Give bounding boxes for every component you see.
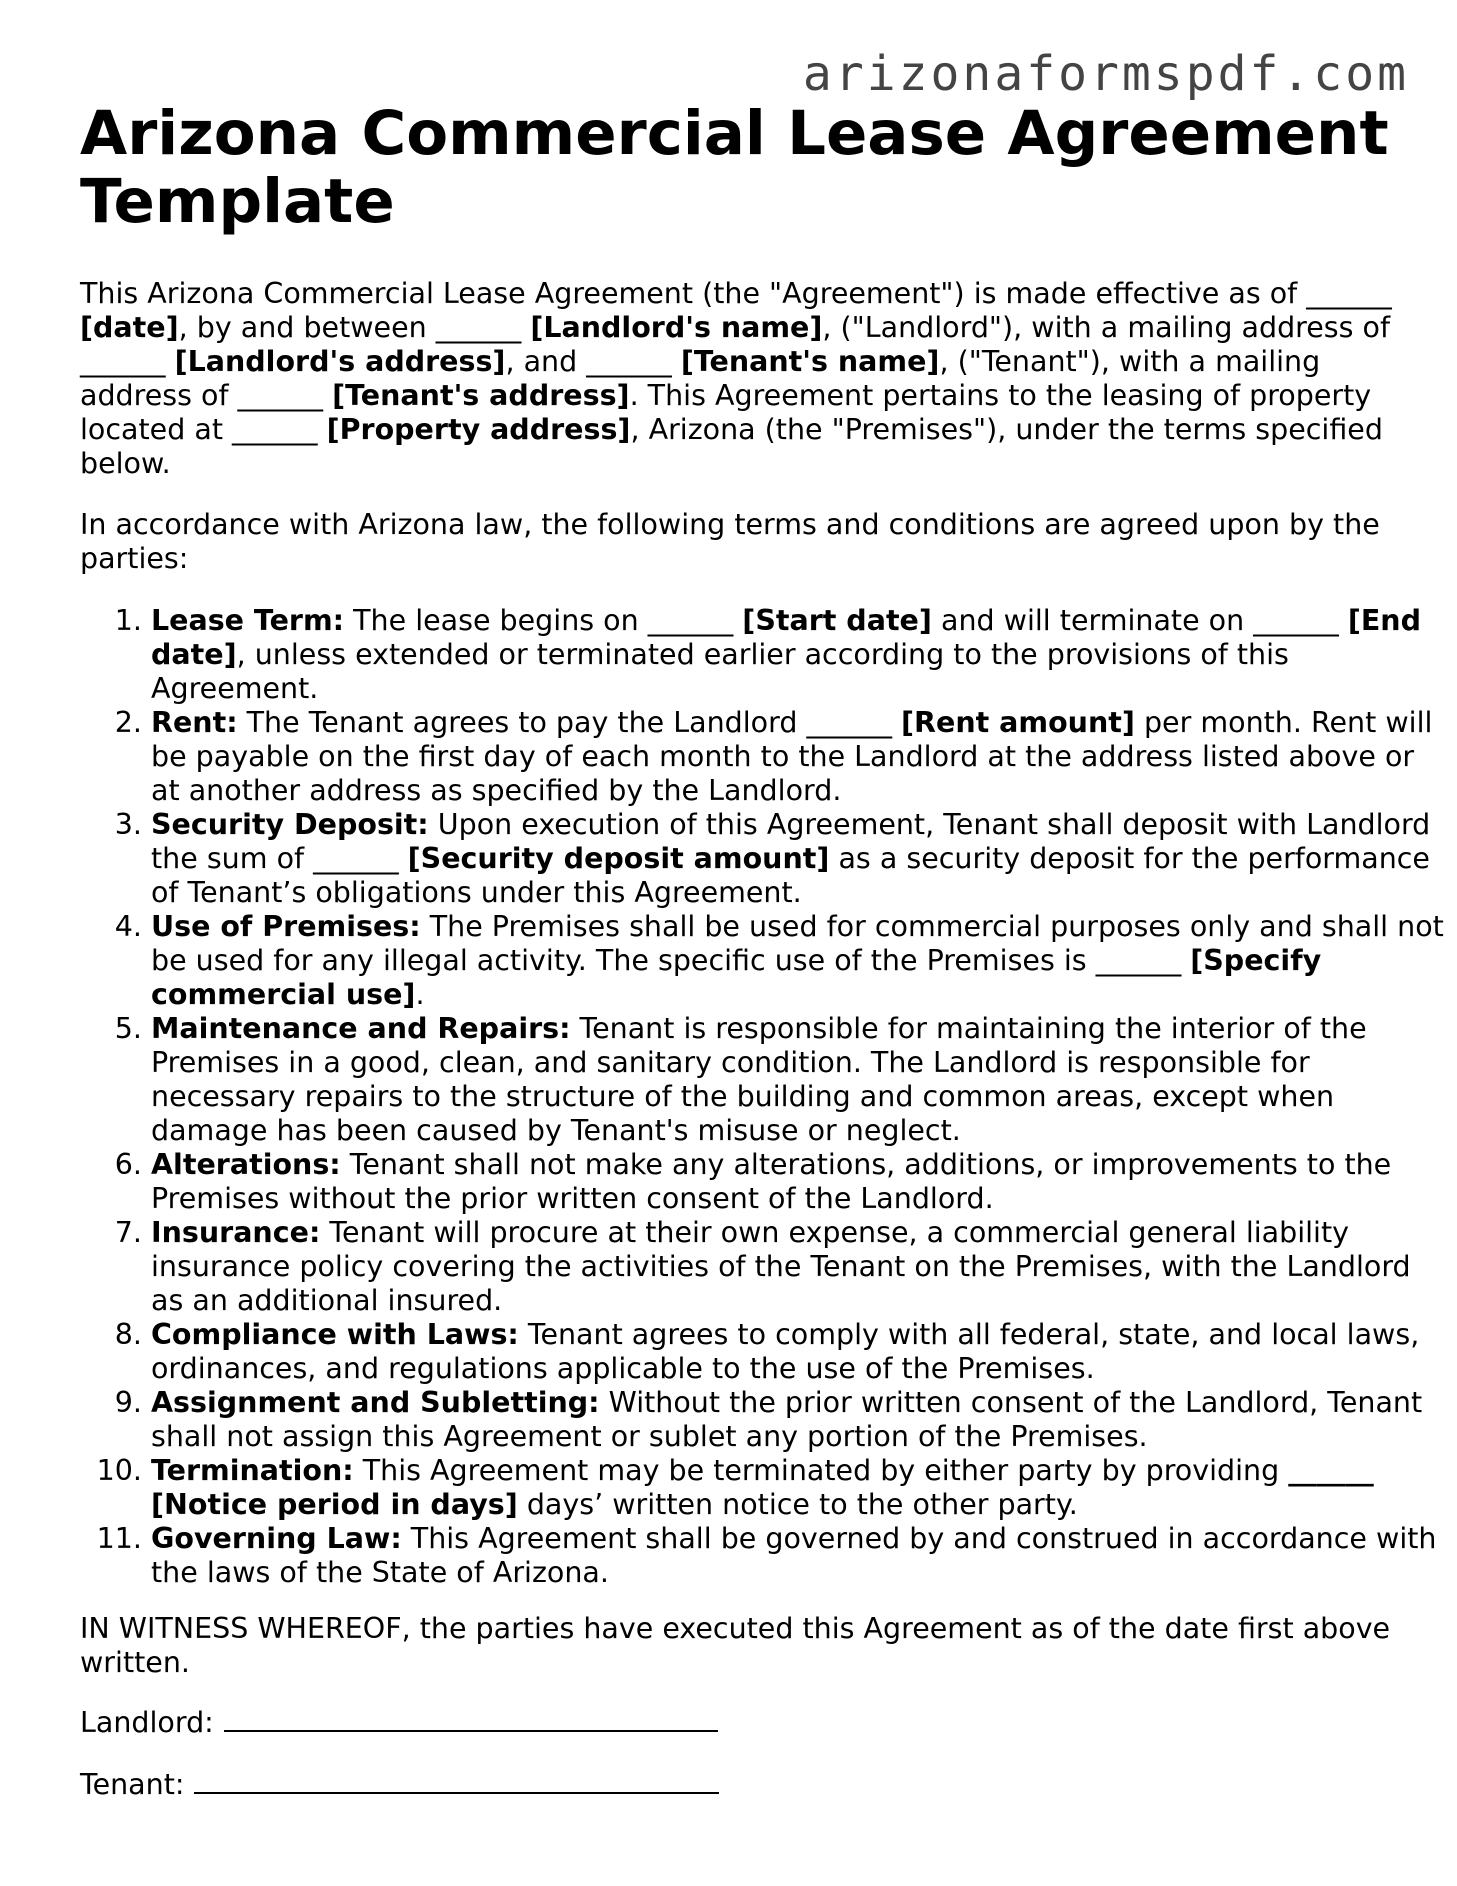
end-date-field: [End date] xyxy=(151,604,1421,671)
term-item-maintenance xyxy=(151,1012,1451,1148)
term-item-rent xyxy=(151,706,1451,808)
witness-paragraph: IN WITNESS WHEREOF, the parties have executed this Agreement as of the date first above written. xyxy=(80,1612,1391,1679)
term-heading: Lease Term: xyxy=(151,604,345,637)
property-address-field: [Property address] xyxy=(326,413,631,446)
page-title: Arizona Commercial Lease Agreement Template xyxy=(80,98,1389,237)
term-item-insurance xyxy=(151,1216,1451,1318)
tenant-signature-row xyxy=(80,1766,719,1802)
intro-paragraph xyxy=(80,277,1400,481)
landlord-address-field: [Landlord's address] xyxy=(174,345,506,378)
term-text: as a security deposit for the performance of Tenant’s obligations under this Agreement. xyxy=(151,842,1430,909)
term-text: , unless extended or terminated earlier according to the provisions of this Agreement. xyxy=(151,638,1289,705)
intro-text: , ("Tenant"), with a mailing address of ______ xyxy=(80,345,1321,412)
term-heading: Use of Premises: xyxy=(151,910,421,943)
landlord-name-field: [Landlord's name] xyxy=(530,311,823,344)
term-text: The Tenant agrees to pay the Landlord ______ xyxy=(237,706,902,739)
landlord-signature-label: Landlord: xyxy=(80,1706,214,1739)
date-field: [date] xyxy=(80,311,179,344)
term-item-use-of-premises xyxy=(151,910,1451,1012)
tenant-signature-label: Tenant: xyxy=(80,1768,185,1801)
watermark: arizonaformspdf.com xyxy=(802,46,1409,102)
term-heading: Compliance with Laws: xyxy=(151,1318,519,1351)
term-text: Tenant will procure at their own expense, a commercial general liability insurance policy covering the activities of the Tenant on the Premises, with the Landlord as an additional insured. xyxy=(151,1216,1411,1317)
term-item-alterations xyxy=(151,1148,1451,1216)
intro-text: , and ______ xyxy=(505,345,681,378)
term-heading: Alterations: xyxy=(151,1148,341,1181)
intro-text: , Arizona (the "Premises"), under the terms specified below. xyxy=(80,413,1383,480)
term-heading: Termination: xyxy=(151,1454,354,1487)
term-heading: Assignment and Subletting: xyxy=(151,1386,600,1419)
security-deposit-field: [Security deposit amount] xyxy=(407,842,830,875)
term-item-assignment xyxy=(151,1386,1451,1454)
term-text: Without the prior written consent of the Landlord, Tenant shall not assign this Agreement or sublet any portion of the Premises. xyxy=(151,1386,1423,1453)
term-text: The lease begins on ______ xyxy=(344,604,743,637)
notice-period-field: ______ [Notice period in days] xyxy=(151,1454,1374,1521)
term-text: The Premises shall be used for commercial purposes only and shall not be used for any illegal activity. The specific use of the Premises is ______ xyxy=(151,910,1444,977)
term-text: Tenant shall not make any alterations, additions, or improvements to the Premises without the prior written consent of the Landlord. xyxy=(151,1148,1392,1215)
term-heading: Maintenance and Repairs: xyxy=(151,1012,571,1045)
landlord-signature-line[interactable] xyxy=(224,1704,718,1732)
term-item-lease-term xyxy=(151,604,1451,706)
intro-text: . This Agreement pertains to the leasing of property located at ______ xyxy=(80,379,1372,446)
term-item-security-deposit xyxy=(151,808,1451,910)
commercial-use-field: [Specify commercial use] xyxy=(151,944,1322,1011)
term-item-compliance xyxy=(151,1318,1451,1386)
start-date-field: [Start date] xyxy=(742,604,932,637)
landlord-signature-row xyxy=(80,1704,718,1740)
term-text: Tenant is responsible for maintaining the interior of the Premises in a good, clean, and sanitary condition. The Landlord is responsible for necessary repairs to the structure of the building and common areas, except when damage has been caused by Tenant's misuse or neglect. xyxy=(151,1012,1367,1147)
term-heading: Governing Law: xyxy=(151,1522,402,1555)
tenant-address-field: [Tenant's address] xyxy=(332,379,630,412)
accordance-paragraph: In accordance with Arizona law, the following terms and conditions are agreed upon by the parties: xyxy=(80,508,1380,575)
intro-text: , by and between ______ xyxy=(178,311,531,344)
term-text: Tenant agrees to comply with all federal, state, and local laws, ordinances, and regulations applicable to the use of the Premises. xyxy=(151,1318,1420,1385)
term-item-termination xyxy=(151,1454,1451,1522)
rent-amount-field: [Rent amount] xyxy=(901,706,1135,739)
term-text: days’ written notice to the other party. xyxy=(517,1488,1078,1521)
terms-list xyxy=(80,604,1451,1590)
term-text: This Agreement may be terminated by either party by providing xyxy=(353,1454,1289,1487)
term-heading: Rent: xyxy=(151,706,238,739)
term-text: This Agreement shall be governed by and construed in accordance with the laws of the State of Arizona. xyxy=(151,1522,1437,1589)
tenant-name-field: [Tenant's name] xyxy=(680,345,940,378)
term-heading: Insurance: xyxy=(151,1216,321,1249)
term-text: and will terminate on ______ xyxy=(931,604,1348,637)
term-item-governing-law xyxy=(151,1522,1451,1590)
term-text: Upon execution of this Agreement, Tenant shall deposit with Landlord the sum of ______ xyxy=(151,808,1431,875)
term-heading: Security Deposit: xyxy=(151,808,429,841)
term-text: per month. Rent will be payable on the first day of each month to the Landlord at the address listed above or at another address as specified by the Landlord. xyxy=(151,706,1433,807)
tenant-signature-line[interactable] xyxy=(194,1766,719,1794)
term-text: . xyxy=(415,978,425,1011)
intro-text: This Arizona Commercial Lease Agreement (the "Agreement") is made effective as of ______ xyxy=(80,277,1392,310)
intro-text: , ("Landlord"), with a mailing address of ______ xyxy=(80,311,1391,378)
